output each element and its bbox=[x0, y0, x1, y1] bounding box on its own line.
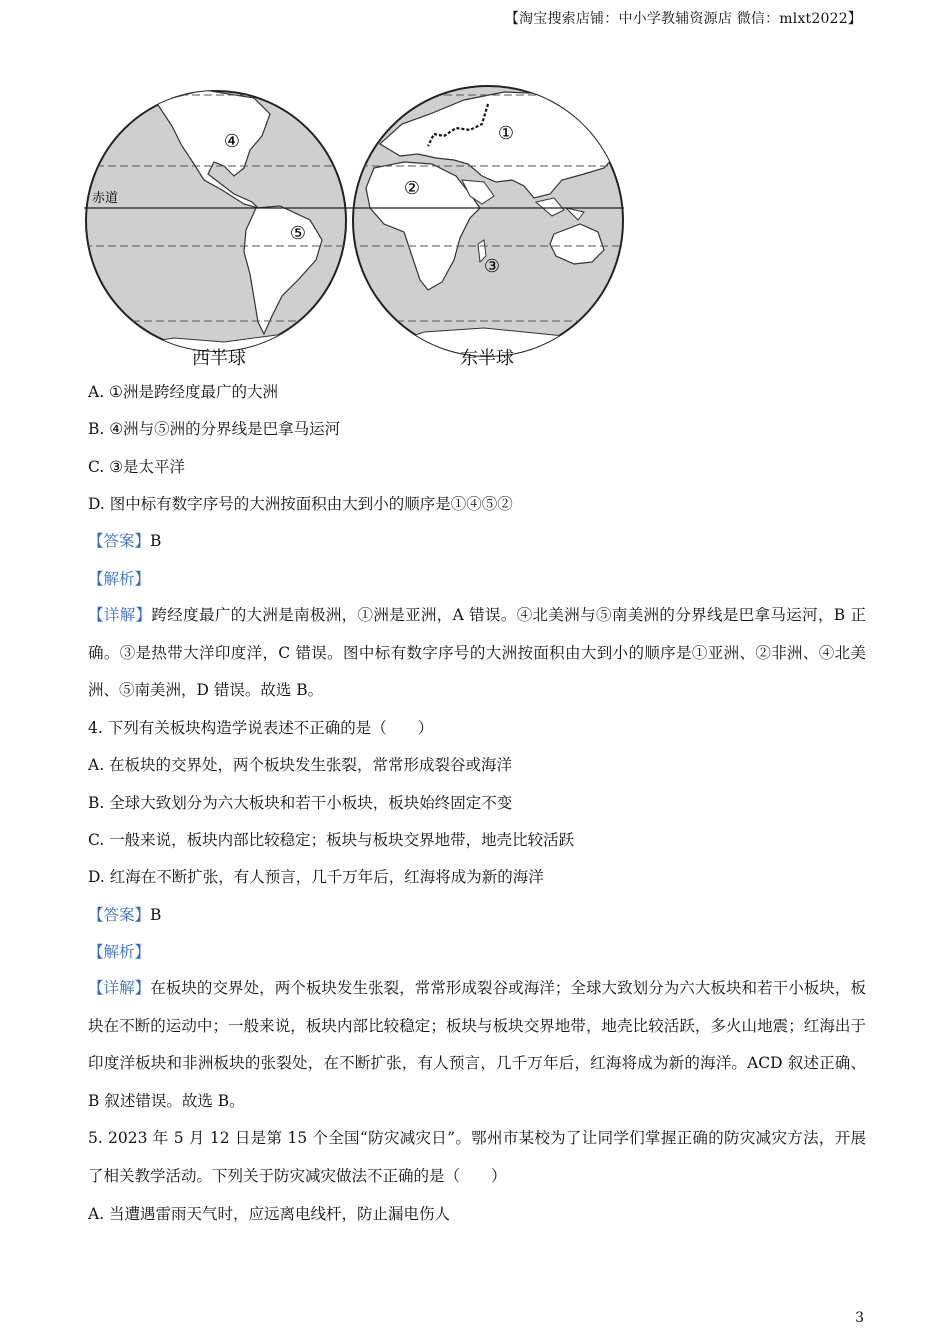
q4-option-c: C. 一般来说，板块内部比较稳定；板块与板块交界地带，地壳比较活跃 bbox=[88, 831, 575, 849]
detail-text: 在板块的交界处，两个板块发生张裂，常常形成裂谷或海洋；全球大致划分为六大板块和若干小板块，板块在不断的运动中；一般来说，板块内部比较稳定；板块与板块交界地带，地壳比较活跃，多火山地震；红海出于印度洋板块和非洲板块的张裂处，在不断扩张，有人预言，几千万年后，红海将成为新的海洋。ACD 叙述正确、B 叙述错误。故选 B。 bbox=[88, 979, 866, 1110]
marker-1: ① bbox=[497, 123, 515, 144]
q3-option-d: D. 图中标有数字序号的大洲按面积由大到小的顺序是①④⑤② bbox=[88, 495, 513, 513]
page-header: 【淘宝搜索店铺：中小学教辅资源店 微信：mlxt2022】 bbox=[504, 11, 862, 27]
q3-answer bbox=[88, 529, 161, 551]
detail-tag: 【详解】 bbox=[88, 606, 152, 624]
page-number: 3 bbox=[855, 1310, 864, 1326]
q3-analysis-tag: 【解析】 bbox=[88, 570, 151, 588]
east-hemisphere-caption: 东半球 bbox=[460, 348, 514, 369]
marker-5: ⑤ bbox=[289, 223, 307, 244]
q4-answer bbox=[88, 903, 161, 925]
answer-value: B bbox=[150, 906, 162, 924]
q5-option-a: A. 当遭遇雷雨天气时，应远离电线杆，防止漏电伤人 bbox=[88, 1205, 451, 1223]
hemispheres-map bbox=[84, 84, 624, 374]
answer-tag: 【答案】 bbox=[88, 906, 151, 924]
q4-option-b: B. 全球大致划分为六大板块和若干小板块，板块始终固定不变 bbox=[88, 794, 513, 812]
q5-stem: 5. 2023 年 5 月 12 日是第 15 个全国“防灾减灾日”。鄂州市某校为了让同学们掌握正确的防灾减灾方法，开展了相关教学活动。下列关于防灾减灾做法不正确的是（ ） bbox=[88, 1129, 866, 1185]
answer-tag: 【答案】 bbox=[88, 532, 151, 550]
marker-2: ② bbox=[403, 178, 421, 199]
q3-option-b: B. ④洲与⑤洲的分界线是巴拿马运河 bbox=[88, 420, 341, 438]
q3-option-a: A. ①洲是跨经度最广的大洲 bbox=[88, 383, 278, 401]
q4-stem: 4. 下列有关板块构造学说表述不正确的是（ ） bbox=[88, 719, 434, 737]
detail-tag: 【详解】 bbox=[88, 979, 151, 997]
q3-option-c: C. ③是太平洋 bbox=[88, 458, 186, 476]
marker-4: ④ bbox=[223, 131, 241, 152]
q4-option-a: A. 在板块的交界处，两个板块发生张裂，常常形成裂谷或海洋 bbox=[88, 756, 513, 774]
q4-option-d: D. 红海在不断扩张，有人预言，几千万年后，红海将成为新的海洋 bbox=[88, 868, 544, 886]
q4-analysis-tag: 【解析】 bbox=[88, 943, 151, 961]
marker-3: ③ bbox=[483, 256, 501, 277]
detail-text: 跨经度最广的大洲是南极洲，①洲是亚洲，A 错误。④北美洲与⑤南美洲的分界线是巴拿马运河，B 正确。③是热带大洋印度洋，C 错误。图中标有数字序号的大洲按面积由大到小的顺序是①亚洲、②非洲、④北美洲、⑤南美洲，D 错误。故选 B。 bbox=[88, 606, 866, 699]
q3-detail bbox=[88, 597, 866, 710]
west-hemisphere-caption: 西半球 bbox=[192, 348, 246, 369]
equator-label: 赤道 bbox=[92, 191, 119, 206]
answer-value: B bbox=[150, 532, 162, 550]
q4-detail bbox=[88, 970, 866, 1120]
